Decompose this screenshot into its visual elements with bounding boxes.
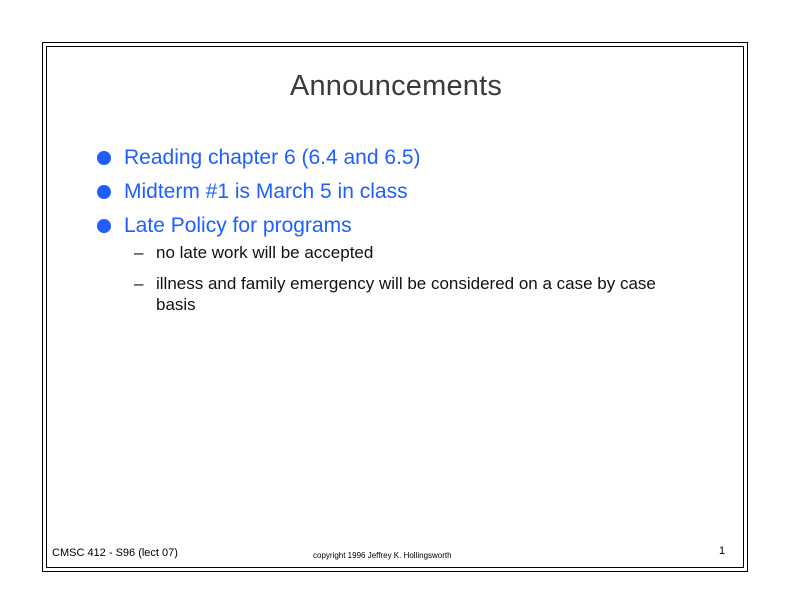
bullet-dot-icon	[97, 185, 111, 199]
slide-title: Announcements	[289, 70, 503, 102]
sub-bullet-text: illness and family emergency will be considered on a case by case basis	[156, 274, 656, 314]
bullet-item	[97, 209, 421, 243]
sub-bullet-list	[134, 242, 676, 325]
bullet-dot-icon	[97, 151, 111, 165]
dash-icon: –	[134, 274, 144, 293]
bullet-text: Late Policy for programs	[124, 214, 352, 237]
bullet-item	[97, 175, 421, 209]
dash-icon: –	[134, 243, 144, 262]
bullet-text: Midterm #1 is March 5 in class	[124, 180, 408, 203]
footer-copyright: copyright 1996 Jeffrey K. Hollingsworth	[313, 551, 452, 560]
sub-bullet-item	[134, 273, 676, 315]
bullet-item	[97, 141, 421, 175]
bullet-dot-icon	[97, 219, 111, 233]
footer-course-label: CMSC 412 - S96 (lect 07)	[52, 547, 178, 559]
page-number: 1	[719, 545, 726, 557]
bullet-text: Reading chapter 6 (6.4 and 6.5)	[124, 146, 421, 169]
sub-bullet-item	[134, 242, 676, 263]
sub-bullet-text: no late work will be accepted	[156, 243, 374, 262]
bullet-list	[97, 141, 421, 243]
